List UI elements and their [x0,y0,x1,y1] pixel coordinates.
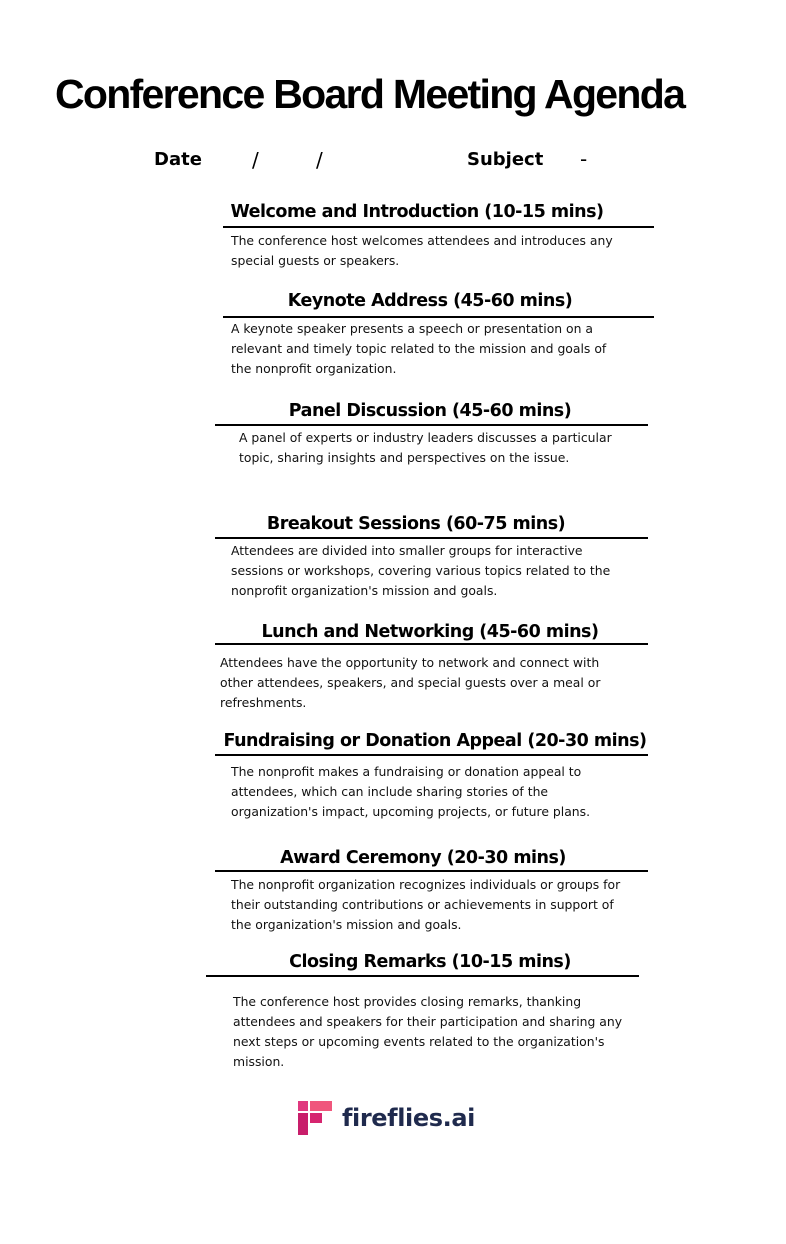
section-divider [215,537,648,539]
section-divider [215,870,648,872]
section-title-lunch: Lunch and Networking (45-60 mins) [261,622,599,642]
section-divider [223,316,654,318]
section-title-breakout: Breakout Sessions (60-75 mins) [266,514,566,534]
date-label: Date [154,149,202,170]
section-description-panel: A panel of experts or industry leaders discusses a particular topic, sharing insights and perspectives on the issue. [239,430,612,465]
section-divider [215,754,648,756]
subject-label: Subject [467,149,544,170]
section-title-welcome: Welcome and Introduction (10-15 mins) [230,202,604,222]
section-title-award: Award Ceremony (20-30 mins) [280,848,566,868]
section-description-welcome: The conference host welcomes attendees and introduces any special guests or speakers. [231,233,613,268]
section-description-closing: The conference host provides closing remarks, thanking attendees and speakers for their participation and sharing any next steps or upcoming events related to the organization's mission. [233,994,623,1069]
section-description-keynote: A keynote speaker presents a speech or presentation on a relevant and timely topic related to the mission and goals of the nonprofit organization. [231,321,607,376]
section-divider [215,643,648,645]
section-description-award: The nonprofit organization recognizes individuals or groups for their outstanding contributions or achievements in support of the organization's mission and goals. [231,877,621,932]
section-description-fundraising: The nonprofit makes a fundraising or donation appeal to attendees, which can include sharing stories of the organization's impact, upcoming projects, or future plans. [231,764,591,819]
page-title: Conference Board Meeting Agenda [55,71,685,117]
section-title-fundraising: Fundraising or Donation Appeal (20-30 mins) [223,731,647,751]
section-divider [223,226,654,228]
date-separator-2: / [316,148,323,172]
subject-separator: - [580,147,588,171]
fireflies-logo [298,1100,475,1136]
fireflies-logo-icon [298,1101,332,1135]
section-title-panel: Panel Discussion (45-60 mins) [288,401,572,421]
date-separator-1: / [252,148,259,172]
section-divider [206,975,639,977]
section-title-closing: Closing Remarks (10-15 mins) [289,952,571,972]
section-description-breakout: Attendees are divided into smaller groups for interactive sessions or workshops, covering various topics related to the nonprofit organization's mission and goals. [231,543,611,598]
section-description-lunch: Attendees have the opportunity to network and connect with other attendees, speakers, and special guests over a meal or refreshments. [220,655,601,710]
section-title-keynote: Keynote Address (45-60 mins) [287,291,573,311]
logo-text: fireflies.ai [342,1104,475,1132]
section-divider [215,424,648,426]
